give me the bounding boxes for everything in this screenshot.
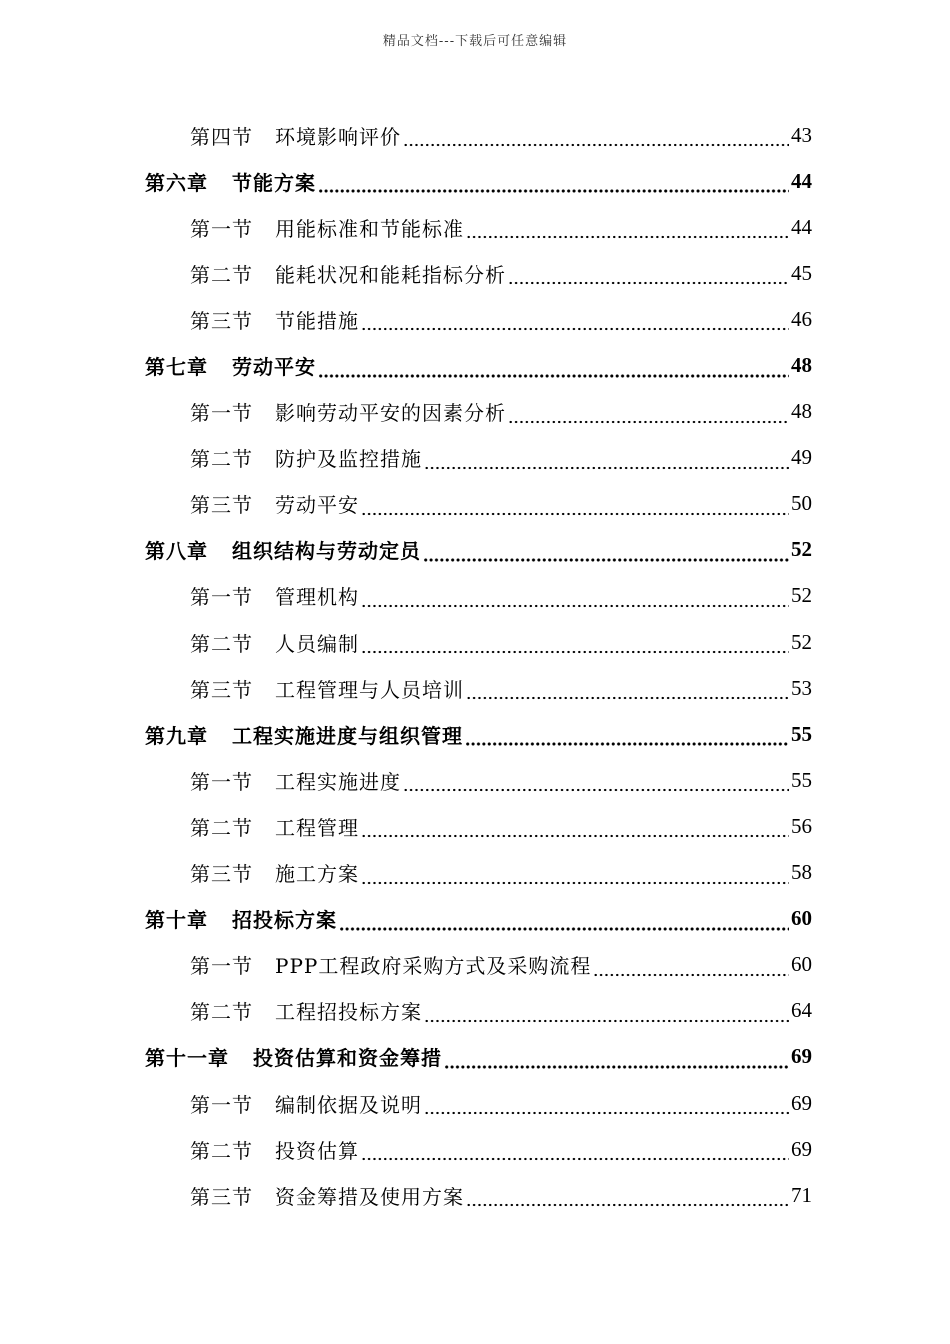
toc-chapter-page: 69 — [791, 1044, 812, 1069]
toc-entry-title: 工程实施进度 — [275, 769, 401, 794]
dot-leader — [508, 265, 789, 285]
toc-chapter[interactable] — [145, 711, 812, 757]
toc-entry-title: 投资估算 — [275, 1138, 359, 1163]
toc-chapter-title: 工程实施进度与组织管理 — [232, 723, 463, 748]
toc-entry[interactable] — [190, 942, 812, 988]
dot-leader — [466, 1187, 789, 1207]
toc-entry[interactable] — [190, 112, 812, 158]
toc-entry-page: 52 — [791, 629, 812, 654]
toc-entry[interactable] — [190, 1172, 812, 1218]
dot-leader — [424, 1003, 789, 1023]
dot-leader — [361, 634, 789, 654]
toc-chapter-label: 第八章 — [145, 539, 208, 564]
toc-chapter-title: 投资估算和资金筹措 — [253, 1046, 442, 1071]
dot-leader — [424, 1095, 789, 1115]
dot-leader — [466, 680, 789, 700]
toc-chapter[interactable] — [145, 527, 812, 573]
toc-chapter-page: 44 — [791, 168, 812, 193]
toc-chapter[interactable] — [145, 158, 812, 204]
toc-chapter-title: 组织结构与劳动定员 — [232, 539, 421, 564]
toc-entry-page: 44 — [791, 214, 812, 239]
toc-entry-page: 56 — [791, 813, 812, 838]
toc-entry-label: 第一节 — [190, 769, 253, 794]
toc-entry-title: 工程管理 — [275, 815, 359, 840]
toc-chapter-page: 55 — [791, 721, 812, 746]
toc-entry-label: 第一节 — [190, 216, 253, 241]
toc-entry-label: 第一节 — [190, 585, 253, 610]
dot-leader — [361, 496, 789, 516]
toc-entry-page: 53 — [791, 675, 812, 700]
dot-leader — [339, 911, 789, 931]
dot-leader — [361, 1141, 789, 1161]
toc-entry-page: 48 — [791, 399, 812, 424]
dot-leader — [361, 588, 789, 608]
toc-entry-label: 第二节 — [190, 262, 253, 287]
dot-leader — [318, 173, 789, 193]
toc-entry-label: 第二节 — [190, 631, 253, 656]
toc-entry-page: 49 — [791, 445, 812, 470]
toc-entry-page: 69 — [791, 1090, 812, 1115]
toc-entry-page: 45 — [791, 260, 812, 285]
toc-entry-page: 58 — [791, 860, 812, 885]
toc-entry-page: 55 — [791, 767, 812, 792]
toc-entry[interactable] — [190, 481, 812, 527]
toc-entry-label: 第二节 — [190, 1000, 253, 1025]
table-of-contents — [0, 112, 950, 1218]
toc-entry[interactable] — [190, 1126, 812, 1172]
toc-entry[interactable] — [190, 803, 812, 849]
toc-entry[interactable] — [190, 988, 812, 1034]
toc-entry[interactable] — [190, 573, 812, 619]
toc-entry-title: 用能标准和节能标准 — [275, 216, 464, 241]
page-header: 精品文档---下载后可任意编辑 — [382, 34, 568, 49]
dot-leader — [593, 957, 789, 977]
toc-chapter-label: 第七章 — [145, 355, 208, 380]
toc-entry-title: 人员编制 — [275, 631, 359, 656]
toc-entry-label: 第二节 — [190, 815, 253, 840]
toc-entry-title: 施工方案 — [275, 862, 359, 887]
toc-chapter-title: 劳动平安 — [232, 355, 316, 380]
toc-chapter[interactable] — [145, 342, 812, 388]
toc-entry-title: 能耗状况和能耗指标分析 — [275, 262, 506, 287]
dot-leader — [444, 1049, 789, 1069]
toc-entry-label: 第三节 — [190, 308, 253, 333]
toc-entry-title: 工程管理与人员培训 — [275, 677, 464, 702]
toc-chapter-page: 48 — [791, 353, 812, 378]
toc-chapter-label: 第九章 — [145, 723, 208, 748]
toc-chapter-page: 52 — [791, 537, 812, 562]
dot-leader — [508, 404, 789, 424]
toc-entry[interactable] — [190, 619, 812, 665]
toc-chapter-page: 60 — [791, 906, 812, 931]
toc-entry-page: 46 — [791, 306, 812, 331]
toc-entry-label: 第三节 — [190, 1184, 253, 1209]
toc-entry-page: 52 — [791, 583, 812, 608]
toc-entry-title: 管理机构 — [275, 585, 359, 610]
toc-chapter[interactable] — [145, 896, 812, 942]
toc-entry-label: 第三节 — [190, 862, 253, 887]
toc-entry[interactable] — [190, 204, 812, 250]
toc-entry[interactable] — [190, 850, 812, 896]
toc-entry-page: 50 — [791, 491, 812, 516]
toc-entry[interactable] — [190, 296, 812, 342]
toc-entry-page: 43 — [791, 122, 812, 147]
toc-entry-title: 环境影响评价 — [275, 124, 401, 149]
toc-entry[interactable] — [190, 250, 812, 296]
dot-leader — [466, 219, 789, 239]
toc-entry-title: 防护及监控措施 — [275, 447, 422, 472]
toc-entry-title: 节能措施 — [275, 308, 359, 333]
toc-entry-title: PPP工程政府采购方式及采购流程 — [275, 954, 592, 979]
dot-leader — [361, 311, 789, 331]
dot-leader — [424, 450, 789, 470]
toc-chapter-title: 节能方案 — [232, 170, 316, 195]
toc-chapter-title: 招投标方案 — [232, 908, 337, 933]
toc-entry-page: 64 — [791, 998, 812, 1023]
dot-leader — [318, 358, 789, 378]
toc-entry-label: 第四节 — [190, 124, 253, 149]
toc-entry-title: 劳动平安 — [275, 493, 359, 518]
dot-leader — [361, 865, 789, 885]
toc-entry-label: 第二节 — [190, 1138, 253, 1163]
toc-entry[interactable] — [190, 665, 812, 711]
toc-chapter-label: 第六章 — [145, 170, 208, 195]
toc-chapter-label: 第十章 — [145, 908, 208, 933]
toc-entry[interactable] — [190, 389, 812, 435]
toc-chapter[interactable] — [145, 1034, 812, 1080]
toc-entry-page: 69 — [791, 1136, 812, 1161]
toc-entry-title: 影响劳动平安的因素分析 — [275, 401, 506, 426]
dot-leader — [403, 772, 789, 792]
dot-leader — [403, 127, 789, 147]
toc-entry[interactable] — [190, 757, 812, 803]
dot-leader — [423, 542, 789, 562]
dot-leader — [361, 818, 789, 838]
toc-entry-page: 60 — [791, 952, 812, 977]
toc-entry-label: 第一节 — [190, 401, 253, 426]
toc-entry-label: 第三节 — [190, 677, 253, 702]
toc-entry-label: 第三节 — [190, 493, 253, 518]
toc-entry[interactable] — [190, 1080, 812, 1126]
toc-entry-page: 71 — [791, 1182, 812, 1207]
toc-entry-title: 工程招投标方案 — [275, 1000, 422, 1025]
toc-entry[interactable] — [190, 435, 812, 481]
toc-entry-title: 编制依据及说明 — [275, 1092, 422, 1117]
toc-chapter-label: 第十一章 — [145, 1046, 229, 1071]
toc-entry-label: 第一节 — [190, 1092, 253, 1117]
dot-leader — [465, 726, 789, 746]
toc-entry-label: 第二节 — [190, 447, 253, 472]
toc-entry-title: 资金筹措及使用方案 — [275, 1184, 464, 1209]
toc-entry-label: 第一节 — [190, 954, 253, 979]
